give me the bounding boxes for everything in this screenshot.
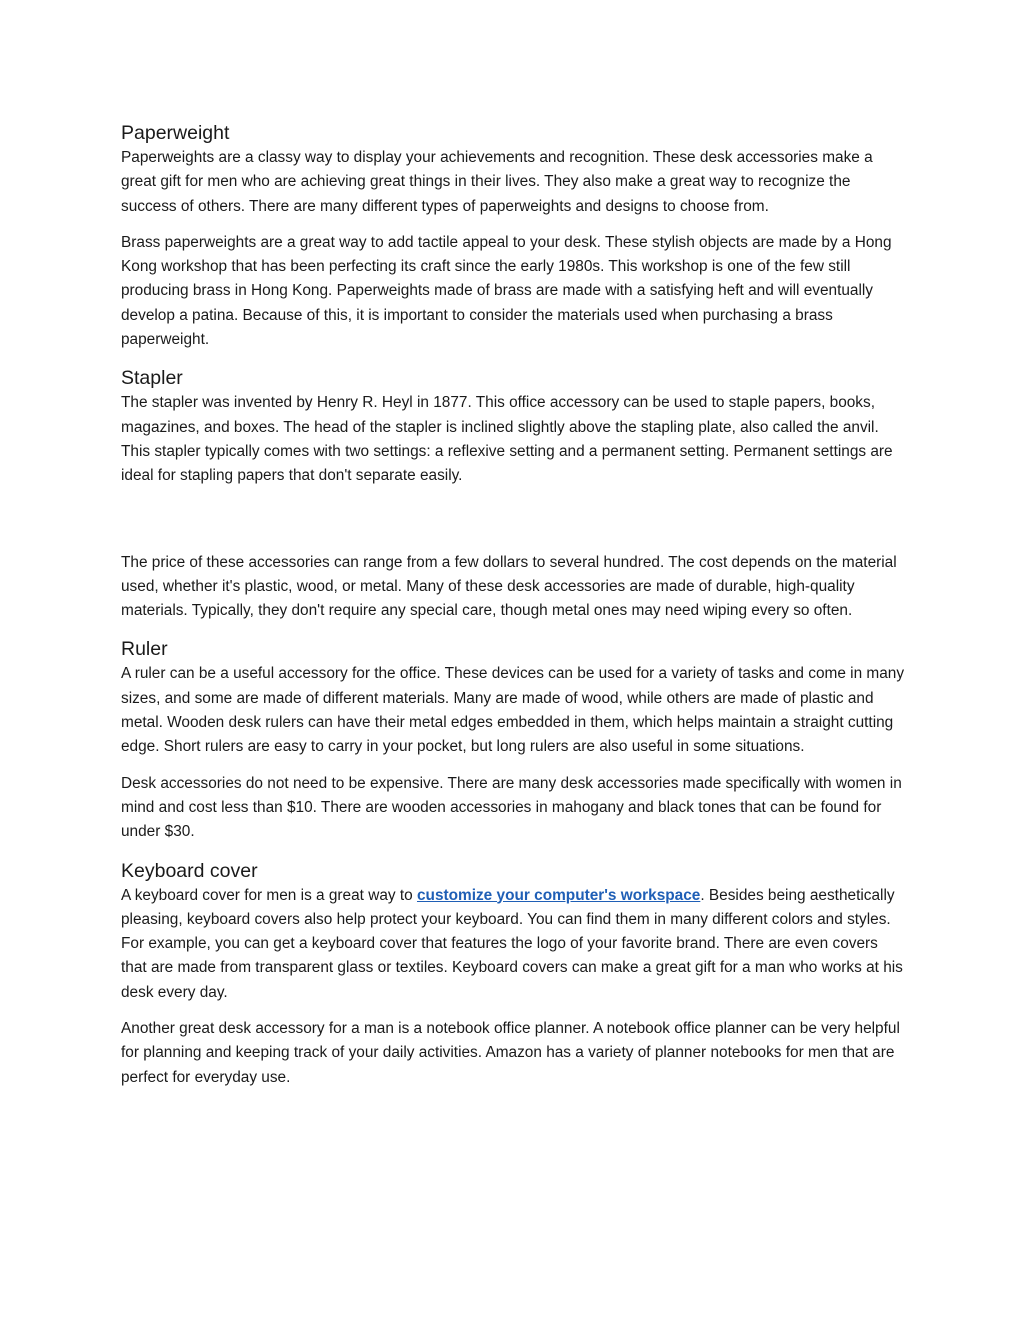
- paragraph: Paperweights are a classy way to display your achievements and recognition. These desk accessories make a great gift for men who are achieving great things in their lives. They also make a great way to recognize the success of others. There are many different types of paperweights and designs to choose from.: [121, 149, 873, 215]
- paragraph: A ruler can be a useful accessory for the office. These devices can be used for a variety of tasks and come in many sizes, and some are made of different materials. Many are made of wood, while others are made of plastic and metal. Wooden desk rulers can have their metal edges embedded in them, which helps maintain a straight cutting edge. Short rulers are easy to carry in your pocket, but long rulers are also useful in some situations.: [121, 665, 905, 756]
- blank-space: [121, 489, 906, 539]
- paragraph-text: . Besides being aesthetically pleasing, keyboard covers also help protect your keyboard. You can find them in many different colors and styles. For example, you can get a keyboard cover that features the logo of your favorite brand. There are even covers that are made from transparent glass or textiles. Keyboard covers can make a great gift for a man who works at his desk every day.: [121, 886, 903, 1001]
- paragraph: Brass paperweights are a great way to add tactile appeal to your desk. These stylish objects are made by a Hong Kong workshop that has been perfecting its craft since the early 1980s. This workshop is one of the few still producing brass in Hong Kong. Paperweights made of brass are made with a satisfying heft and will eventually develop a patina. Because of this, it is important to consider the materials used when purchasing a brass paperweight.: [121, 233, 892, 349]
- section-heading-keyboard-cover: Keyboard cover: [121, 859, 258, 882]
- section-heading-stapler: Stapler: [121, 367, 183, 390]
- paragraph-text: A keyboard cover for men is a great way to: [121, 886, 417, 904]
- document-page: [121, 120, 906, 1090]
- paragraph: The price of these accessories can range from a few dollars to several hundred. The cost depends on the material used, whether it's plastic, wood, or metal. Many of these desk accessories are made of durable, high-quality materials. Typically, they don't require any special care, though metal ones may need wiping every so often.: [121, 553, 897, 620]
- paragraph: Desk accessories do not need to be expensive. There are many desk accessories made specifically with women in mind and cost less than $10. There are wooden accessories in mahogany and black tones that can be found for under $30.: [121, 774, 902, 841]
- section-heading-paperweight: Paperweight: [121, 122, 230, 144]
- paragraph-with-link: [121, 884, 906, 1005]
- customize-workspace-link[interactable]: customize your computer's workspace: [416, 886, 701, 904]
- paragraph: The stapler was invented by Henry R. Heyl in 1877. This office accessory can be used to staple papers, books, magazines, and boxes. The head of the stapler is inclined slightly above the stapling plate, also called the anvil. This stapler typically comes with two settings: a reflexive setting and a permanent setting. Permanent settings are ideal for stapling papers that don't separate easily.: [121, 394, 893, 485]
- section-heading-ruler: Ruler: [121, 638, 168, 661]
- paragraph: Another great desk accessory for a man is a notebook office planner. A notebook office planner can be very helpful for planning and keeping track of your daily activities. Amazon has a variety of planner notebooks for men that are perfect for everyday use.: [121, 1020, 900, 1086]
